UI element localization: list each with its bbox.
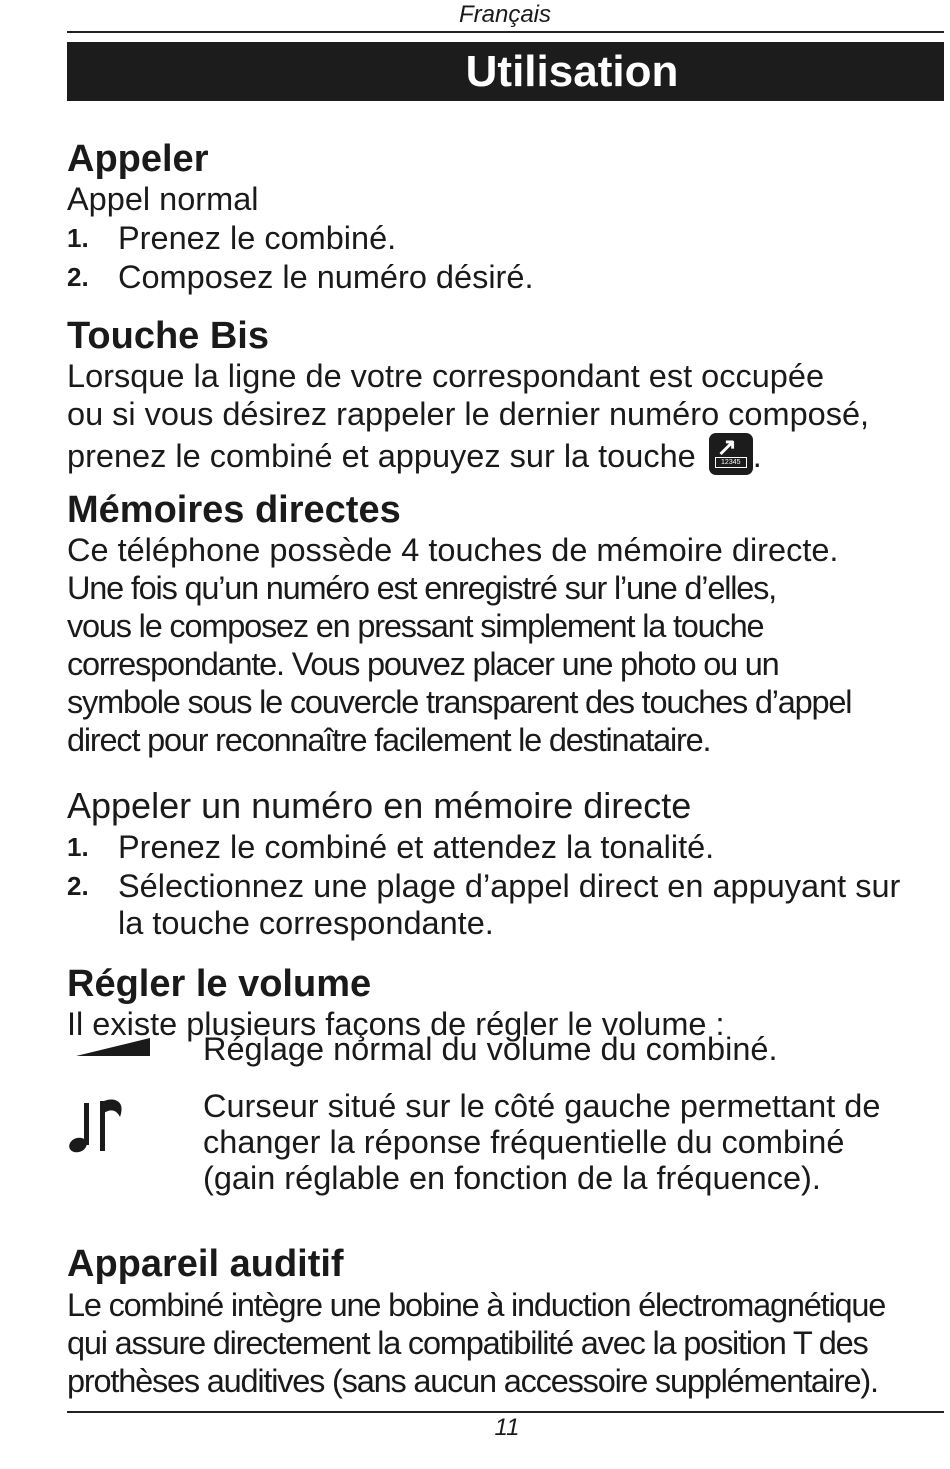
- paragraph-text: prenez le combiné et appuyez sur la touche: [67, 438, 696, 474]
- section-title: Utilisation: [465, 47, 679, 96]
- volume-item-text: (gain réglable en fonction de la fréquence).: [203, 1160, 821, 1196]
- redial-key-digits: 12345: [715, 457, 747, 468]
- step-text: Sélectionnez une plage d’appel direct en appuyant sur: [118, 868, 901, 904]
- paragraph-line: prothèses auditives (sans aucun accessoire supplémentaire).: [67, 1363, 878, 1399]
- page-number: 11: [494, 1414, 520, 1441]
- step-number: 1.: [67, 223, 89, 253]
- paragraph-line: direct pour reconnaître facilement le destinataire.: [67, 722, 711, 758]
- paragraph-line: vous le composez en pressant simplement la touche: [67, 608, 764, 644]
- redial-key-icon: ↗ 12345: [709, 433, 753, 475]
- paragraph-line: Le combiné intègre une bobine à induction électromagnétique: [67, 1287, 886, 1323]
- step-number: 1.: [67, 832, 89, 862]
- paragraph-line: ou si vous désirez rappeler le dernier numéro composé,: [67, 396, 870, 432]
- subheading-appeler-memoire: Appeler un numéro en mémoire directe: [67, 785, 692, 826]
- paragraph-line: Une fois qu’un numéro est enregistré sur l’une d’elles,: [67, 570, 777, 606]
- heading-memoires-directes: Mémoires directes: [67, 489, 401, 531]
- step-text: la touche correspondante.: [118, 905, 494, 941]
- paragraph-line: Lorsque la ligne de votre correspondant est occupée: [67, 358, 825, 394]
- step-text: Prenez le combiné.: [118, 220, 397, 256]
- heading-appareil-auditif: Appareil auditif: [67, 1243, 344, 1285]
- paragraph-line: correspondante. Vous pouvez placer une photo ou un: [67, 646, 779, 682]
- heading-regler-volume: Régler le volume: [67, 963, 372, 1005]
- paragraph-line: Ce téléphone possède 4 touches de mémoire directe.: [67, 532, 839, 568]
- header-rule: [67, 31, 944, 33]
- volume-ramp-icon: [76, 1038, 152, 1058]
- volume-item-text: changer la réponse fréquentielle du combiné: [203, 1124, 845, 1160]
- volume-item-text: Réglage normal du volume du combiné.: [203, 1031, 778, 1067]
- paragraph-line-with-key: [67, 433, 762, 475]
- step-number: 2.: [67, 871, 89, 901]
- subheading-appel-normal: Appel normal: [67, 181, 259, 217]
- language-label: Français: [458, 1, 552, 28]
- heading-touche-bis: Touche Bis: [67, 315, 269, 357]
- step-text: Composez le numéro désiré.: [118, 259, 534, 295]
- paragraph-line: qui assure directement la compatibilité avec la position T des: [67, 1325, 868, 1361]
- step-text: Prenez le combiné et attendez la tonalité.: [118, 829, 715, 865]
- music-note-icon: [68, 1095, 128, 1157]
- volume-intro: Il existe plusieurs façons de régler le volume :: [67, 1006, 725, 1042]
- sentence-end: .: [752, 438, 762, 474]
- section-banner: [67, 42, 944, 101]
- heading-appeler: Appeler: [67, 138, 209, 180]
- paragraph-line: symbole sous le couvercle transparent des touches d’appel: [67, 684, 852, 720]
- volume-item-text: Curseur situé sur le côté gauche permettant de: [203, 1088, 881, 1124]
- step-number: 2.: [67, 262, 89, 292]
